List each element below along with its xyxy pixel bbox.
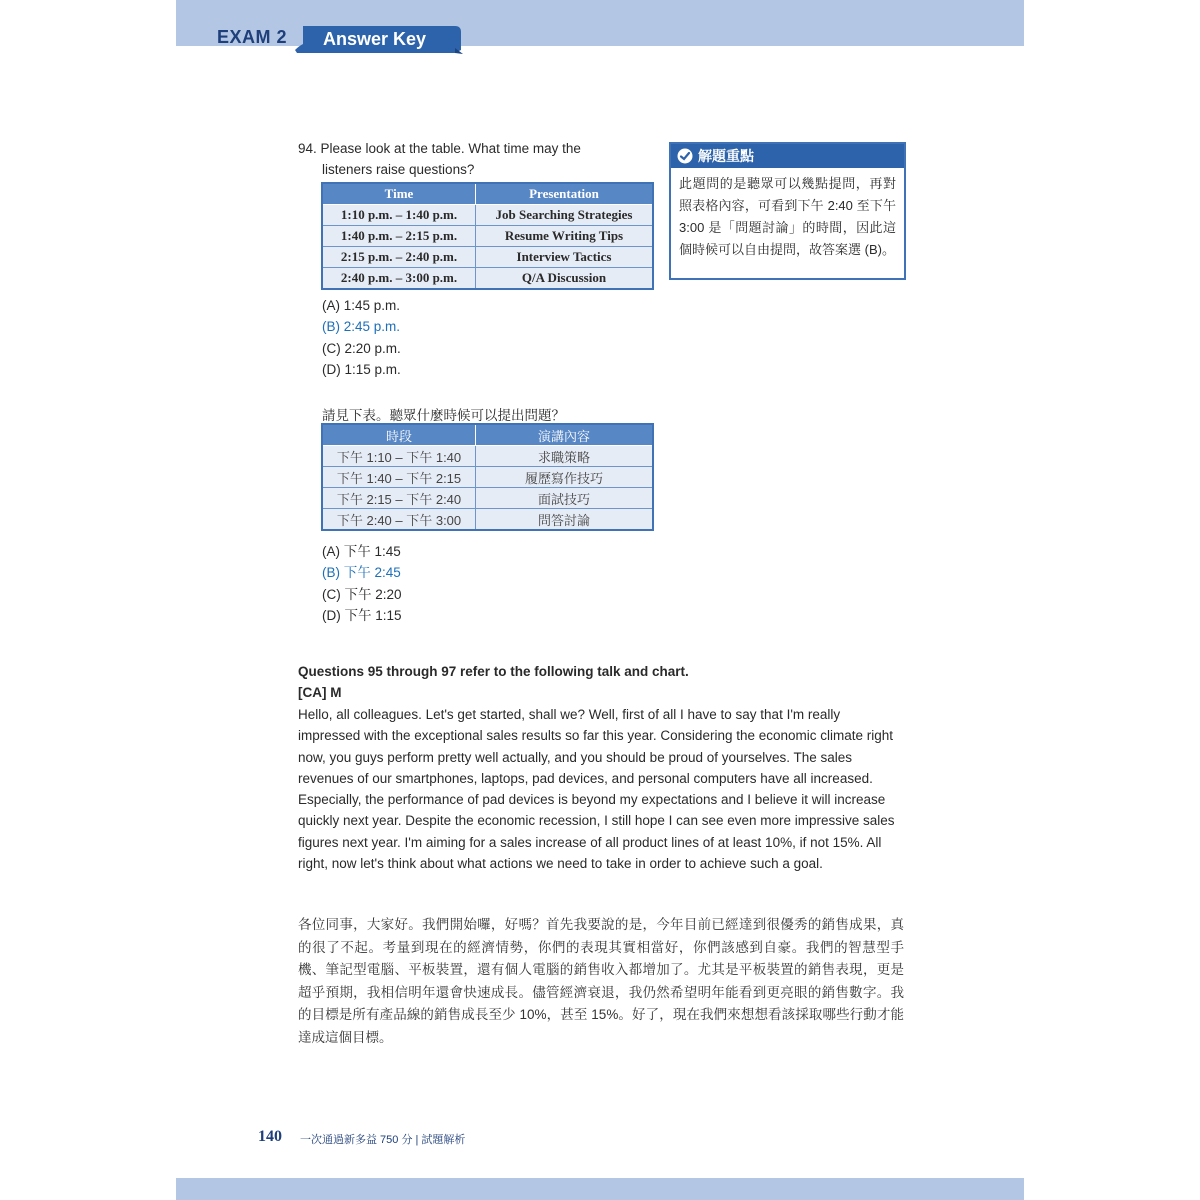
table-row <box>322 226 653 247</box>
table-cell: 面試技巧 <box>476 488 654 509</box>
table-row <box>322 205 653 226</box>
table-row <box>322 488 653 509</box>
tip-header <box>671 144 904 168</box>
tip-title: 解題重點 <box>698 148 754 164</box>
table-cell: 下午 2:40 – 下午 3:00 <box>322 509 476 531</box>
table-row <box>322 268 653 290</box>
table-header: Presentation <box>476 183 654 205</box>
question-94-line1: 94. Please look at the table. What time may the <box>298 141 581 156</box>
question-94-zh: 請見下表。聽眾什麼時候可以提出問題？ <box>322 408 565 423</box>
table-cell: Resume Writing Tips <box>476 226 654 247</box>
tab-label: Answer Key <box>323 29 427 49</box>
table-cell: 下午 1:40 – 下午 2:15 <box>322 467 476 488</box>
page-number: 140 <box>258 1128 282 1145</box>
option-a-en: (A) 1:45 p.m. <box>322 298 401 313</box>
table-cell: 1:40 p.m. – 2:15 p.m. <box>322 226 476 247</box>
option-d-en: (D) 1:15 p.m. <box>322 362 401 377</box>
speaker-label: [CA] M <box>298 685 342 700</box>
table-cell: Q/A Discussion <box>476 268 654 290</box>
option-d-zh: (D) 下午 1:15 <box>322 608 402 623</box>
section-heading <box>298 661 689 703</box>
table-cell: 問答討論 <box>476 509 654 531</box>
table-cell: 下午 1:10 – 下午 1:40 <box>322 446 476 467</box>
tip-body: 此題問的是聽眾可以幾點提問，再對照表格內容，可看到下午 2:40 至下午 3:00 是「問題討論」的時間，因此這個時候可以自由提問，故答案選 (B)。 <box>679 176 896 257</box>
option-c-en: (C) 2:20 p.m. <box>322 341 401 356</box>
checkmark-icon <box>677 148 693 164</box>
table-cell: 下午 2:15 – 下午 2:40 <box>322 488 476 509</box>
page <box>176 0 1024 1200</box>
table-header: 演講內容 <box>476 424 654 446</box>
schedule-table-en <box>321 182 654 290</box>
question-94-line2: listeners raise questions? <box>322 162 475 177</box>
table-header: 時段 <box>322 424 476 446</box>
option-a-zh: (A) 下午 1:45 <box>322 544 401 559</box>
table-cell: Interview Tactics <box>476 247 654 268</box>
option-b-zh-correct: (B) 下午 2:45 <box>322 565 401 580</box>
table-row <box>322 446 653 467</box>
table-cell: 2:15 p.m. – 2:40 p.m. <box>322 247 476 268</box>
schedule-table-zh <box>321 423 654 531</box>
book-title: 一次通過新多益 750 分 | 試題解析 <box>300 1134 466 1146</box>
table-cell: 2:40 p.m. – 3:00 p.m. <box>322 268 476 290</box>
table-row <box>322 467 653 488</box>
table-cell: 1:10 p.m. – 1:40 p.m. <box>322 205 476 226</box>
questions-95-97-heading: Questions 95 through 97 refer to the following talk and chart. <box>298 664 689 679</box>
footer-band <box>176 1178 1024 1200</box>
exam-label: EXAM 2 <box>217 27 288 47</box>
table-cell: 履歷寫作技巧 <box>476 467 654 488</box>
table-header: Time <box>322 183 476 205</box>
talk-transcript-en: Hello, all colleagues. Let's get started, shall we? Well, first of all I have to say that I'm really impressed with the exceptional sales results so far this year. Considering the economic climate right now, you guys perform pretty well actually, and you should be proud of yourselves. The sales revenues of our smartphones, laptops, pad devices, and personal computers have all increased. Especially, the performance of pad devices is beyond my expectations and I believe it will increase quickly next year. Despite the economic recession, I still hope I can see even more impressive sales figures next year. I'm aiming for a sales increase of all product lines of at least 10%, if not 15%. All right, now let's think about what actions we need to take in order to achieve such a goal. <box>298 707 895 872</box>
table-row <box>322 247 653 268</box>
table-row <box>322 509 653 531</box>
option-c-zh: (C) 下午 2:20 <box>322 587 402 602</box>
answer-key-tab <box>295 24 463 54</box>
option-b-en-correct: (B) 2:45 p.m. <box>322 319 401 334</box>
solution-tip-box <box>669 142 906 280</box>
talk-transcript-zh: 各位同事，大家好。我們開始囉，好嗎？首先我要說的是，今年目前已經達到很優秀的銷售成果，真的很了不起。考量到現在的經濟情勢，你們的表現其實相當好，你們該感到自豪。我們的智慧型手機、筆記型電腦、平板裝置，還有個人電腦的銷售收入都增加了。尤其是平板裝置的銷售表現，更是超乎預期，我相信明年還會快速成長。儘管經濟衰退，我仍然希望明年能看到更亮眼的銷售數字。我的目標是所有產品線的銷售成長至少 10%，甚至 15%。好了，現在我們來想想看該採取哪些行動才能達成這個目標。 <box>298 917 904 1045</box>
table-cell: 求職策略 <box>476 446 654 467</box>
table-cell: Job Searching Strategies <box>476 205 654 226</box>
